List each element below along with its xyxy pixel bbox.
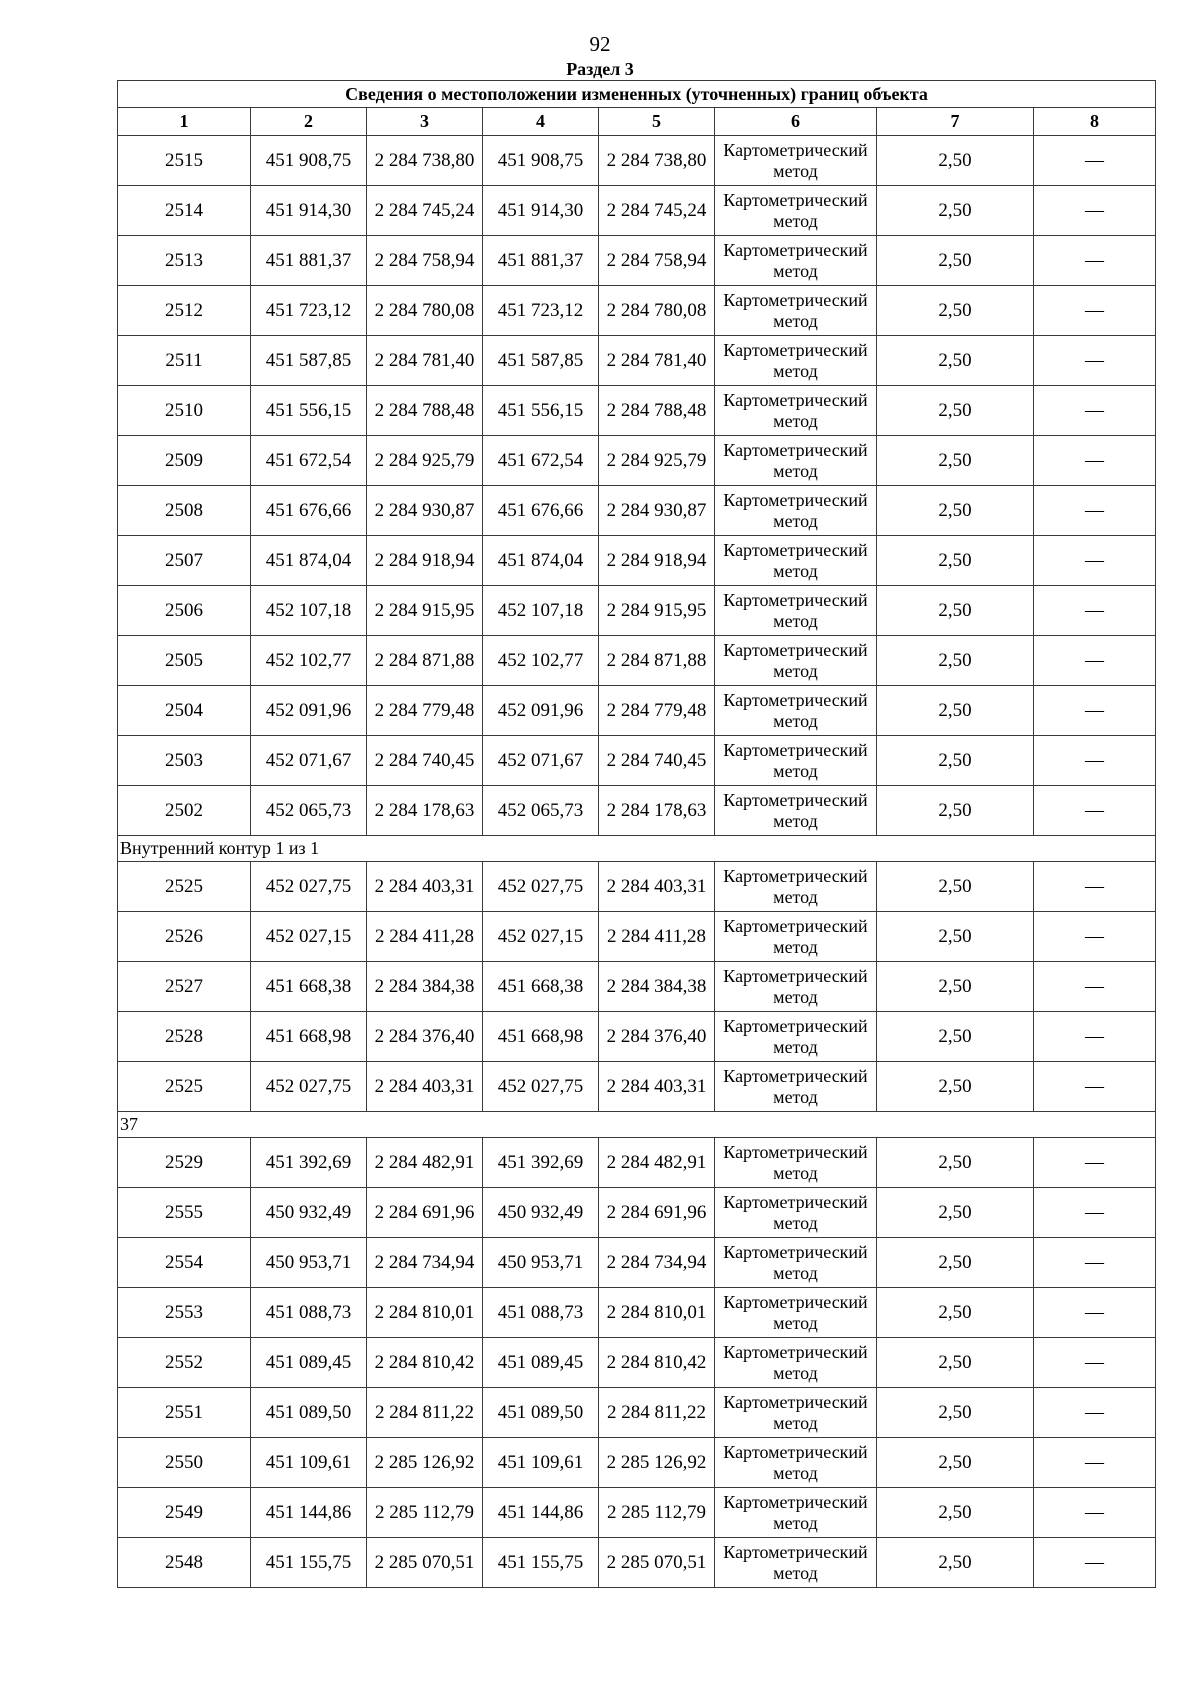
table-cell: 2,50 xyxy=(877,1338,1034,1388)
table-cell: 452 102,77 xyxy=(483,636,599,686)
table-cell: 2 284 915,95 xyxy=(599,586,715,636)
table-cell: — xyxy=(1034,962,1156,1012)
table-cell: — xyxy=(1034,1012,1156,1062)
table-row xyxy=(118,736,1156,786)
table-row xyxy=(118,1388,1156,1438)
table-cell: 2 284 376,40 xyxy=(367,1012,483,1062)
table-cell: Картометрический метод xyxy=(715,1188,877,1238)
table-cell: 2,50 xyxy=(877,186,1034,236)
table-cell: 451 392,69 xyxy=(483,1138,599,1188)
table-cell: 2,50 xyxy=(877,486,1034,536)
table-cell: 2 284 918,94 xyxy=(599,536,715,586)
table-cell: Картометрический метод xyxy=(715,286,877,336)
table-cell: 2502 xyxy=(118,786,251,836)
table-row xyxy=(118,286,1156,336)
table-cell: 451 723,12 xyxy=(251,286,367,336)
table-row xyxy=(118,386,1156,436)
table-cell: 2 284 734,94 xyxy=(367,1238,483,1288)
column-header: 3 xyxy=(367,108,483,136)
table-cell: 452 027,75 xyxy=(251,1062,367,1112)
table-cell: 2 284 930,87 xyxy=(599,486,715,536)
table-cell: — xyxy=(1034,736,1156,786)
table-cell: — xyxy=(1034,186,1156,236)
table-cell: 2 284 411,28 xyxy=(599,912,715,962)
table-cell: 451 908,75 xyxy=(483,136,599,186)
table-cell: 2,50 xyxy=(877,1138,1034,1188)
table-cell: 2507 xyxy=(118,536,251,586)
table-row xyxy=(118,186,1156,236)
table-cell: 2 284 811,22 xyxy=(599,1388,715,1438)
table-cell: 451 914,30 xyxy=(251,186,367,236)
table-cell: Картометрический метод xyxy=(715,336,877,386)
table-row xyxy=(118,1288,1156,1338)
table-cell: 452 065,73 xyxy=(251,786,367,836)
table-cell: 452 071,67 xyxy=(251,736,367,786)
table-cell: 451 088,73 xyxy=(251,1288,367,1338)
table-cell: 2 284 779,48 xyxy=(367,686,483,736)
table-cell: 2,50 xyxy=(877,1438,1034,1488)
column-header: 5 xyxy=(599,108,715,136)
table-cell: 2,50 xyxy=(877,1062,1034,1112)
table-cell: 2,50 xyxy=(877,436,1034,486)
table-row xyxy=(118,1538,1156,1588)
table-cell: 2 284 691,96 xyxy=(367,1188,483,1238)
table-cell: — xyxy=(1034,1488,1156,1538)
table-cell: Картометрический метод xyxy=(715,186,877,236)
table-cell: 2,50 xyxy=(877,586,1034,636)
table-cell: 2 284 482,91 xyxy=(599,1138,715,1188)
table-cell: 2508 xyxy=(118,486,251,536)
table-cell: 452 091,96 xyxy=(483,686,599,736)
table-cell: 2 284 779,48 xyxy=(599,686,715,736)
table-cell: 2,50 xyxy=(877,536,1034,586)
table-cell: 452 065,73 xyxy=(483,786,599,836)
table-cell: — xyxy=(1034,286,1156,336)
table-cell: 452 071,67 xyxy=(483,736,599,786)
table-cell: 2,50 xyxy=(877,786,1034,836)
table-cell: — xyxy=(1034,236,1156,286)
table-cell: 2,50 xyxy=(877,336,1034,386)
table-cell: 2,50 xyxy=(877,912,1034,962)
table-cell: 2 284 788,48 xyxy=(367,386,483,436)
table-cell: 2 284 780,08 xyxy=(599,286,715,336)
table-cell: 2 284 918,94 xyxy=(367,536,483,586)
table-row xyxy=(118,912,1156,962)
table-cell: 451 144,86 xyxy=(483,1488,599,1538)
table-cell: 451 676,66 xyxy=(251,486,367,536)
table-cell: — xyxy=(1034,1062,1156,1112)
table-cell: Картометрический метод xyxy=(715,1338,877,1388)
table-cell: Картометрический метод xyxy=(715,1538,877,1588)
table-cell: 2 284 178,63 xyxy=(599,786,715,836)
table-cell: — xyxy=(1034,636,1156,686)
table-cell: 2 284 788,48 xyxy=(599,386,715,436)
table-row xyxy=(118,336,1156,386)
table-cell: 451 668,98 xyxy=(483,1012,599,1062)
table-cell: 2 285 112,79 xyxy=(367,1488,483,1538)
table-cell: Картометрический метод xyxy=(715,1238,877,1288)
table-cell: 2 285 070,51 xyxy=(599,1538,715,1588)
table-cell: 2550 xyxy=(118,1438,251,1488)
table-cell: 451 881,37 xyxy=(251,236,367,286)
table-cell: Картометрический метод xyxy=(715,862,877,912)
table-cell: 2551 xyxy=(118,1388,251,1438)
table-cell: 451 881,37 xyxy=(483,236,599,286)
table-cell: 451 723,12 xyxy=(483,286,599,336)
table-cell: 452 027,15 xyxy=(483,912,599,962)
table-cell: 451 089,45 xyxy=(251,1338,367,1388)
column-header: 7 xyxy=(877,108,1034,136)
table-cell: Картометрический метод xyxy=(715,1288,877,1338)
table-cell: 2 284 178,63 xyxy=(367,786,483,836)
table-cell: — xyxy=(1034,1288,1156,1338)
table-row xyxy=(118,962,1156,1012)
table-cell: Картометрический метод xyxy=(715,636,877,686)
table-cell: 2,50 xyxy=(877,1188,1034,1238)
table-cell: 2,50 xyxy=(877,862,1034,912)
table-cell: 2554 xyxy=(118,1238,251,1288)
table-cell: — xyxy=(1034,1138,1156,1188)
table-cell: — xyxy=(1034,586,1156,636)
table-cell: 2 284 411,28 xyxy=(367,912,483,962)
column-header: 6 xyxy=(715,108,877,136)
table-cell: 2 284 810,01 xyxy=(599,1288,715,1338)
table-cell: 2,50 xyxy=(877,636,1034,686)
table-cell: — xyxy=(1034,1238,1156,1288)
table-cell: 2525 xyxy=(118,1062,251,1112)
table-row xyxy=(118,1012,1156,1062)
table-cell: 450 932,49 xyxy=(483,1188,599,1238)
table-cell: 2505 xyxy=(118,636,251,686)
table-cell: 452 091,96 xyxy=(251,686,367,736)
table-cell: — xyxy=(1034,536,1156,586)
table-cell: 451 668,38 xyxy=(251,962,367,1012)
table-cell: 451 908,75 xyxy=(251,136,367,186)
table-cell: 2552 xyxy=(118,1338,251,1388)
table-cell: 2 284 740,45 xyxy=(599,736,715,786)
table-cell: 451 676,66 xyxy=(483,486,599,536)
table-cell: 451 089,50 xyxy=(251,1388,367,1438)
table-cell: 451 672,54 xyxy=(483,436,599,486)
table-cell: Картометрический метод xyxy=(715,1012,877,1062)
table-cell: — xyxy=(1034,686,1156,736)
boundary-coordinates-table xyxy=(117,80,1156,1588)
table-cell: 2 284 871,88 xyxy=(599,636,715,686)
table-cell: — xyxy=(1034,1538,1156,1588)
contour-label: Внутренний контур 1 из 1 xyxy=(118,836,1156,862)
table-cell: 2527 xyxy=(118,962,251,1012)
table-cell: 2,50 xyxy=(877,386,1034,436)
table-cell: 451 109,61 xyxy=(251,1438,367,1488)
table-cell: 2 285 070,51 xyxy=(367,1538,483,1588)
table-cell: 2513 xyxy=(118,236,251,286)
table-cell: — xyxy=(1034,1388,1156,1438)
table-cell: 2555 xyxy=(118,1188,251,1238)
table-cell: Картометрический метод xyxy=(715,1388,877,1438)
table-cell: 2 284 810,42 xyxy=(599,1338,715,1388)
contour-group-row xyxy=(118,836,1156,862)
table-cell: 2,50 xyxy=(877,1238,1034,1288)
table-cell: 2 285 112,79 xyxy=(599,1488,715,1538)
table-row xyxy=(118,586,1156,636)
table-cell: 452 027,75 xyxy=(483,862,599,912)
table-cell: Картометрический метод xyxy=(715,536,877,586)
table-cell: 2 284 745,24 xyxy=(599,186,715,236)
table-row xyxy=(118,436,1156,486)
table-row xyxy=(118,536,1156,586)
table-row xyxy=(118,1338,1156,1388)
table-cell: Картометрический метод xyxy=(715,962,877,1012)
table-cell: 2553 xyxy=(118,1288,251,1338)
table-cell: — xyxy=(1034,136,1156,186)
table-cell: 2,50 xyxy=(877,1012,1034,1062)
table-cell: 2 284 403,31 xyxy=(599,862,715,912)
table-cell: — xyxy=(1034,436,1156,486)
table-cell: 2526 xyxy=(118,912,251,962)
table-cell: 2,50 xyxy=(877,1388,1034,1438)
table-row xyxy=(118,1062,1156,1112)
table-cell: 2 284 384,38 xyxy=(367,962,483,1012)
table-cell: — xyxy=(1034,486,1156,536)
table-cell: 450 932,49 xyxy=(251,1188,367,1238)
contour-label: 37 xyxy=(118,1112,1156,1138)
table-cell: Картометрический метод xyxy=(715,236,877,286)
table-cell: 2503 xyxy=(118,736,251,786)
table-cell: 452 107,18 xyxy=(483,586,599,636)
table-cell: 2506 xyxy=(118,586,251,636)
table-cell: 2 284 738,80 xyxy=(367,136,483,186)
table-cell: 451 587,85 xyxy=(251,336,367,386)
table-cell: 2 284 384,38 xyxy=(599,962,715,1012)
table-cell: 452 027,15 xyxy=(251,912,367,962)
table-cell: Картометрический метод xyxy=(715,1488,877,1538)
table-cell: 451 672,54 xyxy=(251,436,367,486)
contour-group-row xyxy=(118,1112,1156,1138)
table-cell: 2 284 734,94 xyxy=(599,1238,715,1288)
table-cell: 2 284 403,31 xyxy=(367,1062,483,1112)
section-title: Раздел 3 xyxy=(566,59,634,79)
table-cell: 2504 xyxy=(118,686,251,736)
table-cell: 451 874,04 xyxy=(483,536,599,586)
table-body xyxy=(118,136,1156,1588)
table-cell: 451 668,98 xyxy=(251,1012,367,1062)
table-cell: — xyxy=(1034,1438,1156,1488)
table-cell: 2 284 930,87 xyxy=(367,486,483,536)
table-cell: 2 284 758,94 xyxy=(367,236,483,286)
table-row xyxy=(118,1488,1156,1538)
table-cell: — xyxy=(1034,786,1156,836)
table-cell: 2 284 871,88 xyxy=(367,636,483,686)
table-cell: 2510 xyxy=(118,386,251,436)
table-cell: 2 285 126,92 xyxy=(599,1438,715,1488)
table-cell: 2 284 780,08 xyxy=(367,286,483,336)
table-cell: 2 284 691,96 xyxy=(599,1188,715,1238)
table-cell: — xyxy=(1034,912,1156,962)
table-cell: 2 284 745,24 xyxy=(367,186,483,236)
table-cell: 450 953,71 xyxy=(483,1238,599,1288)
column-header: 8 xyxy=(1034,108,1156,136)
table-cell: 450 953,71 xyxy=(251,1238,367,1288)
table-cell: 2,50 xyxy=(877,1288,1034,1338)
table-cell: 452 027,75 xyxy=(483,1062,599,1112)
table-row xyxy=(118,236,1156,286)
table-cell: 2 285 126,92 xyxy=(367,1438,483,1488)
table-cell: Картометрический метод xyxy=(715,736,877,786)
table-cell: 2548 xyxy=(118,1538,251,1588)
table-cell: 2512 xyxy=(118,286,251,336)
table-cell: 2 284 738,80 xyxy=(599,136,715,186)
column-header-row xyxy=(118,108,1156,136)
table-cell: 2,50 xyxy=(877,686,1034,736)
table-cell: 2528 xyxy=(118,1012,251,1062)
table-cell: Картометрический метод xyxy=(715,786,877,836)
table-row xyxy=(118,636,1156,686)
table-row xyxy=(118,1438,1156,1488)
table-row xyxy=(118,136,1156,186)
table-cell: 2,50 xyxy=(877,962,1034,1012)
table-cell: 452 027,75 xyxy=(251,862,367,912)
table-cell: 2 284 781,40 xyxy=(599,336,715,386)
table-cell: 2 284 403,31 xyxy=(367,862,483,912)
column-header: 1 xyxy=(118,108,251,136)
table-cell: 2 284 925,79 xyxy=(599,436,715,486)
table-cell: Картометрический метод xyxy=(715,486,877,536)
column-header: 4 xyxy=(483,108,599,136)
table-row xyxy=(118,862,1156,912)
table-row xyxy=(118,1188,1156,1238)
table-cell: Картометрический метод xyxy=(715,136,877,186)
table-cell: — xyxy=(1034,386,1156,436)
table-row xyxy=(118,786,1156,836)
table-cell: 451 914,30 xyxy=(483,186,599,236)
table-cell: 2,50 xyxy=(877,136,1034,186)
table-cell: 451 089,45 xyxy=(483,1338,599,1388)
table-cell: 2525 xyxy=(118,862,251,912)
table-row xyxy=(118,486,1156,536)
table-cell: 2549 xyxy=(118,1488,251,1538)
table-cell: 451 155,75 xyxy=(251,1538,367,1588)
table-cell: 2 284 781,40 xyxy=(367,336,483,386)
table-cell: Картометрический метод xyxy=(715,1438,877,1488)
table-cell: 2529 xyxy=(118,1138,251,1188)
table-cell: 451 109,61 xyxy=(483,1438,599,1488)
table-cell: 2509 xyxy=(118,436,251,486)
table-cell: — xyxy=(1034,1338,1156,1388)
table-cell: Картометрический метод xyxy=(715,1062,877,1112)
table-cell: 2515 xyxy=(118,136,251,186)
table-cell: 452 107,18 xyxy=(251,586,367,636)
table-cell: 451 088,73 xyxy=(483,1288,599,1338)
table-cell: 2 284 758,94 xyxy=(599,236,715,286)
column-header: 2 xyxy=(251,108,367,136)
table-cell: — xyxy=(1034,1188,1156,1238)
table-cell: 2 284 376,40 xyxy=(599,1012,715,1062)
page-number: 92 xyxy=(589,32,611,56)
table-cell: — xyxy=(1034,862,1156,912)
table-cell: 451 089,50 xyxy=(483,1388,599,1438)
table-row xyxy=(118,1238,1156,1288)
table-cell: Картометрический метод xyxy=(715,386,877,436)
table-cell: 451 155,75 xyxy=(483,1538,599,1588)
table-cell: 451 668,38 xyxy=(483,962,599,1012)
table-cell: 2 284 811,22 xyxy=(367,1388,483,1438)
table-cell: 451 556,15 xyxy=(251,386,367,436)
table-cell: 451 874,04 xyxy=(251,536,367,586)
table-cell: 2,50 xyxy=(877,736,1034,786)
table-cell: 451 144,86 xyxy=(251,1488,367,1538)
table-cell: 2 284 925,79 xyxy=(367,436,483,486)
table-cell: 2 284 810,42 xyxy=(367,1338,483,1388)
table-cell: 2,50 xyxy=(877,236,1034,286)
table-cell: Картометрический метод xyxy=(715,586,877,636)
table-cell: Картометрический метод xyxy=(715,686,877,736)
table-row xyxy=(118,1138,1156,1188)
table-row xyxy=(118,686,1156,736)
table-cell: 2 284 740,45 xyxy=(367,736,483,786)
table-cell: 2,50 xyxy=(877,1488,1034,1538)
table-cell: 2511 xyxy=(118,336,251,386)
table-cell: 451 556,15 xyxy=(483,386,599,436)
table-cell: 2,50 xyxy=(877,286,1034,336)
table-cell: 2,50 xyxy=(877,1538,1034,1588)
table-cell: 2 284 915,95 xyxy=(367,586,483,636)
table-cell: 2 284 482,91 xyxy=(367,1138,483,1188)
table-caption: Сведения о местоположении измененных (уточненных) границ объекта xyxy=(118,81,1156,108)
table-cell: 451 392,69 xyxy=(251,1138,367,1188)
table-cell: Картометрический метод xyxy=(715,436,877,486)
table-cell: 2 284 810,01 xyxy=(367,1288,483,1338)
table-cell: 2 284 403,31 xyxy=(599,1062,715,1112)
table-cell: Картометрический метод xyxy=(715,1138,877,1188)
table-cell: 452 102,77 xyxy=(251,636,367,686)
table-cell: 451 587,85 xyxy=(483,336,599,386)
table-cell: Картометрический метод xyxy=(715,912,877,962)
table-cell: 2514 xyxy=(118,186,251,236)
table-cell: — xyxy=(1034,336,1156,386)
